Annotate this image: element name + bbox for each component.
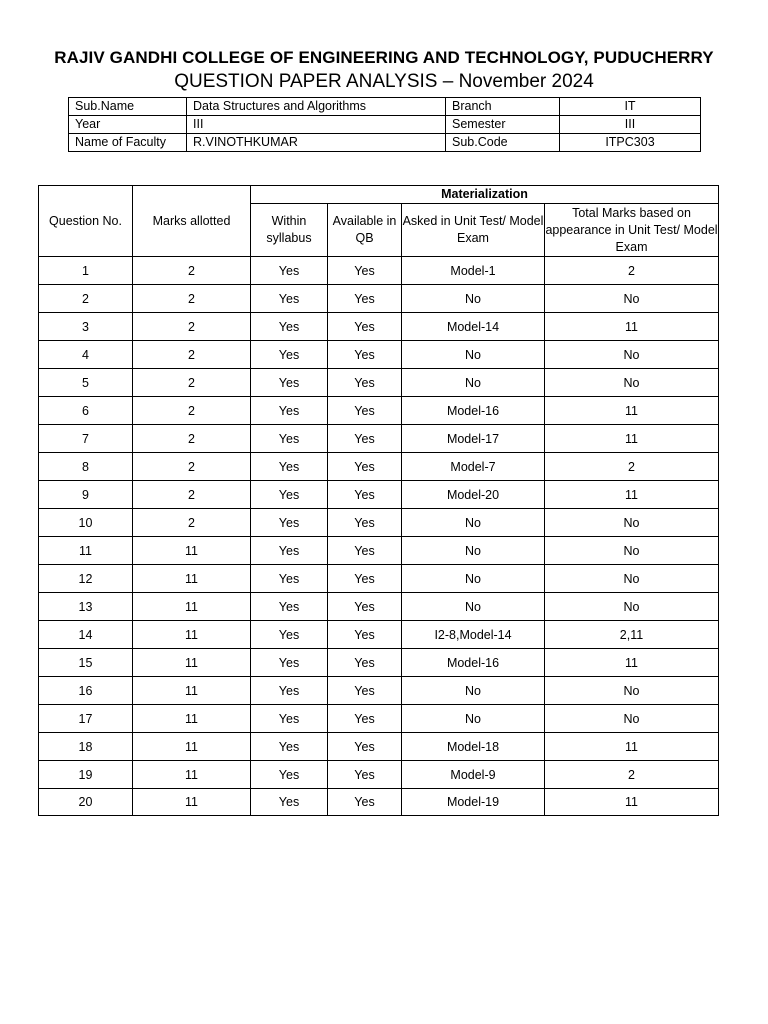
cell-asked: Model-1 [402, 257, 545, 285]
cell-available-qb: Yes [328, 537, 402, 565]
cell-marks-allotted: 2 [133, 369, 251, 397]
cell-asked: Model-9 [402, 761, 545, 789]
cell-total-marks: 2 [545, 453, 719, 481]
cell-marks-allotted: 2 [133, 313, 251, 341]
table-row [39, 285, 719, 313]
table-row [39, 453, 719, 481]
cell-question-no: 18 [39, 733, 133, 761]
cell-marks-allotted: 2 [133, 509, 251, 537]
cell-question-no: 11 [39, 537, 133, 565]
cell-asked: No [402, 705, 545, 733]
info-row-faculty [69, 134, 701, 152]
year-label: Year [69, 116, 187, 134]
cell-asked: No [402, 565, 545, 593]
cell-within-syllabus: Yes [251, 453, 328, 481]
cell-question-no: 6 [39, 397, 133, 425]
cell-question-no: 9 [39, 481, 133, 509]
cell-total-marks: No [545, 593, 719, 621]
cell-within-syllabus: Yes [251, 565, 328, 593]
cell-total-marks: No [545, 509, 719, 537]
cell-asked: No [402, 509, 545, 537]
cell-question-no: 1 [39, 257, 133, 285]
cell-marks-allotted: 2 [133, 397, 251, 425]
table-row [39, 369, 719, 397]
cell-total-marks: 11 [545, 649, 719, 677]
faculty-value: R.VINOTHKUMAR [187, 134, 446, 152]
cell-available-qb: Yes [328, 761, 402, 789]
cell-available-qb: Yes [328, 705, 402, 733]
analysis-table-body [39, 257, 719, 816]
cell-total-marks: No [545, 677, 719, 705]
cell-within-syllabus: Yes [251, 733, 328, 761]
cell-within-syllabus: Yes [251, 789, 328, 816]
cell-available-qb: Yes [328, 341, 402, 369]
semester-value: III [560, 116, 701, 134]
info-row-year [69, 116, 701, 134]
cell-total-marks: 11 [545, 313, 719, 341]
cell-asked: Model-16 [402, 397, 545, 425]
table-row [39, 509, 719, 537]
cell-marks-allotted: 2 [133, 481, 251, 509]
table-row [39, 565, 719, 593]
cell-question-no: 17 [39, 705, 133, 733]
cell-within-syllabus: Yes [251, 509, 328, 537]
col-header-total-marks: Total Marks based on appearance in Unit Test/ Model Exam [545, 204, 719, 257]
col-header-question-no: Question No. [39, 186, 133, 257]
table-row [39, 621, 719, 649]
cell-asked: I2-8,Model-14 [402, 621, 545, 649]
cell-marks-allotted: 11 [133, 733, 251, 761]
cell-total-marks: No [545, 369, 719, 397]
cell-total-marks: 2,11 [545, 621, 719, 649]
table-row [39, 397, 719, 425]
cell-asked: Model-7 [402, 453, 545, 481]
cell-within-syllabus: Yes [251, 425, 328, 453]
cell-asked: Model-19 [402, 789, 545, 816]
cell-total-marks: No [545, 705, 719, 733]
sub-name-label: Sub.Name [69, 98, 187, 116]
cell-within-syllabus: Yes [251, 341, 328, 369]
cell-question-no: 13 [39, 593, 133, 621]
cell-available-qb: Yes [328, 565, 402, 593]
cell-marks-allotted: 11 [133, 593, 251, 621]
cell-available-qb: Yes [328, 509, 402, 537]
cell-question-no: 8 [39, 453, 133, 481]
document-subtitle: QUESTION PAPER ANALYSIS – November 2024 [174, 71, 594, 92]
cell-asked: No [402, 537, 545, 565]
table-row [39, 733, 719, 761]
cell-question-no: 16 [39, 677, 133, 705]
cell-asked: Model-18 [402, 733, 545, 761]
table-row [39, 789, 719, 816]
cell-marks-allotted: 11 [133, 761, 251, 789]
table-row [39, 341, 719, 369]
cell-within-syllabus: Yes [251, 593, 328, 621]
col-header-available-qb: Available in QB [328, 204, 402, 257]
cell-asked: No [402, 369, 545, 397]
cell-available-qb: Yes [328, 369, 402, 397]
cell-within-syllabus: Yes [251, 257, 328, 285]
cell-marks-allotted: 2 [133, 341, 251, 369]
cell-available-qb: Yes [328, 313, 402, 341]
cell-total-marks: 11 [545, 789, 719, 816]
table-row [39, 649, 719, 677]
table-row [39, 481, 719, 509]
cell-within-syllabus: Yes [251, 537, 328, 565]
sub-name-value: Data Structures and Algorithms [187, 98, 446, 116]
cell-available-qb: Yes [328, 789, 402, 816]
cell-marks-allotted: 11 [133, 537, 251, 565]
table-row [39, 761, 719, 789]
branch-value: IT [560, 98, 701, 116]
cell-asked: Model-17 [402, 425, 545, 453]
cell-within-syllabus: Yes [251, 649, 328, 677]
cell-total-marks: No [545, 537, 719, 565]
cell-within-syllabus: Yes [251, 313, 328, 341]
cell-question-no: 14 [39, 621, 133, 649]
cell-question-no: 12 [39, 565, 133, 593]
branch-label: Branch [446, 98, 560, 116]
cell-available-qb: Yes [328, 733, 402, 761]
cell-available-qb: Yes [328, 453, 402, 481]
cell-question-no: 20 [39, 789, 133, 816]
cell-total-marks: No [545, 285, 719, 313]
col-header-within-syllabus: Within syllabus [251, 204, 328, 257]
cell-total-marks: No [545, 565, 719, 593]
table-row [39, 257, 719, 285]
cell-asked: Model-20 [402, 481, 545, 509]
cell-question-no: 3 [39, 313, 133, 341]
cell-within-syllabus: Yes [251, 761, 328, 789]
cell-available-qb: Yes [328, 649, 402, 677]
cell-available-qb: Yes [328, 677, 402, 705]
year-value: III [187, 116, 446, 134]
cell-asked: No [402, 341, 545, 369]
cell-marks-allotted: 11 [133, 705, 251, 733]
cell-question-no: 19 [39, 761, 133, 789]
cell-question-no: 5 [39, 369, 133, 397]
faculty-label: Name of Faculty [69, 134, 187, 152]
cell-question-no: 4 [39, 341, 133, 369]
cell-question-no: 2 [39, 285, 133, 313]
cell-total-marks: 2 [545, 257, 719, 285]
table-row [39, 425, 719, 453]
cell-available-qb: Yes [328, 257, 402, 285]
col-header-asked: Asked in Unit Test/ Model Exam [402, 204, 545, 257]
info-row-subject [69, 98, 701, 116]
cell-available-qb: Yes [328, 621, 402, 649]
table-row [39, 593, 719, 621]
cell-marks-allotted: 2 [133, 257, 251, 285]
col-header-marks-allotted: Marks allotted [133, 186, 251, 257]
document-title: RAJIV GANDHI COLLEGE OF ENGINEERING AND TECHNOLOGY, PUDUCHERRY [54, 48, 714, 67]
group-header-materialization: Materialization [251, 186, 719, 204]
cell-within-syllabus: Yes [251, 397, 328, 425]
cell-asked: Model-16 [402, 649, 545, 677]
cell-total-marks: 11 [545, 481, 719, 509]
cell-marks-allotted: 2 [133, 453, 251, 481]
cell-marks-allotted: 2 [133, 425, 251, 453]
sub-code-value: ITPC303 [560, 134, 701, 152]
cell-available-qb: Yes [328, 593, 402, 621]
cell-marks-allotted: 11 [133, 649, 251, 677]
table-row [39, 313, 719, 341]
cell-question-no: 15 [39, 649, 133, 677]
cell-asked: Model-14 [402, 313, 545, 341]
cell-marks-allotted: 2 [133, 285, 251, 313]
cell-within-syllabus: Yes [251, 481, 328, 509]
cell-available-qb: Yes [328, 425, 402, 453]
cell-total-marks: 11 [545, 733, 719, 761]
cell-asked: No [402, 677, 545, 705]
sub-code-label: Sub.Code [446, 134, 560, 152]
cell-within-syllabus: Yes [251, 677, 328, 705]
cell-total-marks: 11 [545, 425, 719, 453]
cell-total-marks: 2 [545, 761, 719, 789]
cell-asked: No [402, 593, 545, 621]
cell-question-no: 10 [39, 509, 133, 537]
table-row [39, 705, 719, 733]
cell-available-qb: Yes [328, 285, 402, 313]
cell-within-syllabus: Yes [251, 621, 328, 649]
cell-marks-allotted: 11 [133, 677, 251, 705]
cell-within-syllabus: Yes [251, 705, 328, 733]
cell-total-marks: No [545, 341, 719, 369]
cell-total-marks: 11 [545, 397, 719, 425]
header-row-group [39, 186, 719, 204]
cell-marks-allotted: 11 [133, 565, 251, 593]
table-row [39, 677, 719, 705]
cell-within-syllabus: Yes [251, 285, 328, 313]
cell-marks-allotted: 11 [133, 621, 251, 649]
analysis-table [38, 185, 719, 816]
course-info-table [68, 97, 701, 152]
cell-question-no: 7 [39, 425, 133, 453]
cell-marks-allotted: 11 [133, 789, 251, 816]
semester-label: Semester [446, 116, 560, 134]
cell-available-qb: Yes [328, 481, 402, 509]
cell-within-syllabus: Yes [251, 369, 328, 397]
table-row [39, 537, 719, 565]
cell-asked: No [402, 285, 545, 313]
cell-available-qb: Yes [328, 397, 402, 425]
